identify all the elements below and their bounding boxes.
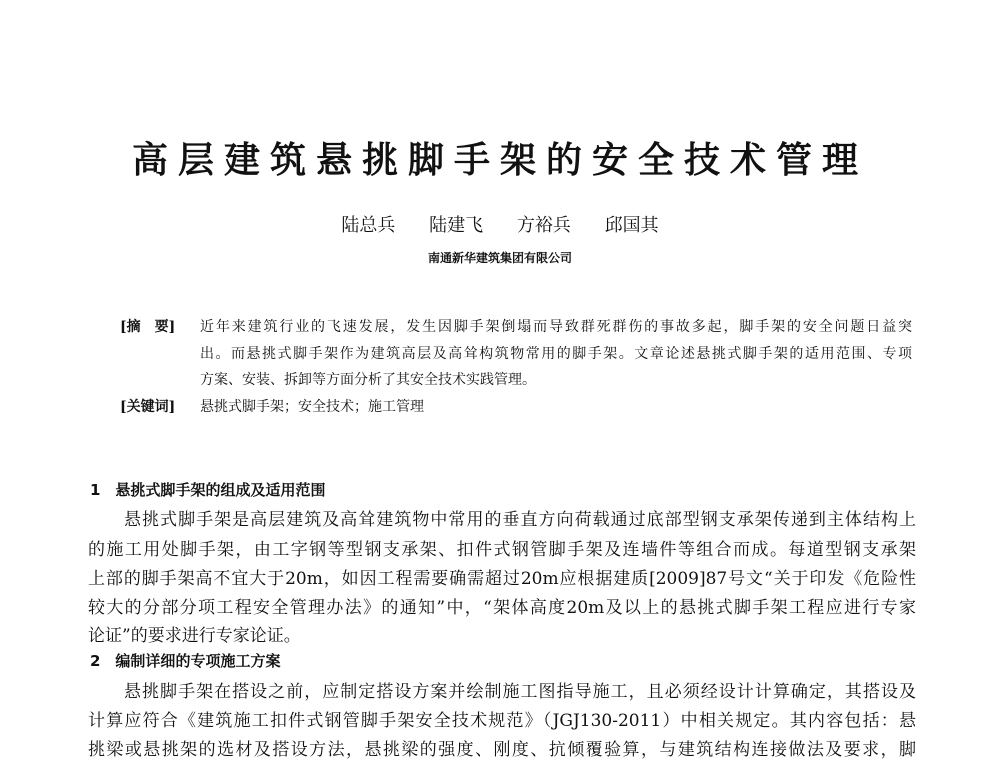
section-heading: 2 编制详细的专项施工方案 [90, 652, 281, 670]
author: 陆建飞 [429, 215, 484, 236]
paragraph-line: 论证”的要求进行专家论证。 [88, 626, 301, 646]
keywords-text: 悬挑式脚手架；安全技术；施工管理 [200, 399, 424, 415]
affiliation: 南通新华建筑集团有限公司 [427, 251, 572, 265]
paragraph-line: 挑梁或悬挑架的选材及搭设方法，悬挑梁的强度、刚度、抗倾覆验算，与建筑结构连接做法及要求，脚 [88, 740, 916, 760]
abstract-line: 近年来建筑行业的飞速发展，发生因脚手架倒塌而导致群死群伤的事故多起，脚手架的安全问题日益突 [200, 319, 912, 335]
paper-title: 高层建筑悬挑脚手架的安全技术管理 [131, 139, 868, 181]
author: 邱国其 [604, 215, 659, 236]
paragraph-line: 计算应符合《建筑施工扣件式钢管脚手架安全技术规范》（JGJ130-2011）中相关规定。其内容包括：悬 [88, 711, 916, 731]
author: 陆总兵 [341, 215, 396, 236]
paragraph-line: 较大的分部分项工程安全管理办法》的通知”中，“架体高度20m及以上的悬挑式脚手架工程应进行专家 [88, 598, 916, 618]
author: 方裕兵 [516, 215, 571, 236]
keywords-label: [关键词] [120, 399, 176, 415]
paragraph-line: 悬挑脚手架在搭设之前，应制定搭设方案并绘制施工图指导施工，且必须经设计计算确定，其搭设及 [124, 682, 916, 702]
paragraph-line: 的施工用处脚手架，由工字钢等型钢支承架、扣件式钢管脚手架及连墙件等组合而成。每道型钢支承架 [88, 540, 916, 560]
paragraph-line: 上部的脚手架高不宜大于20m，如因工程需要确需超过20m应根据建质[2009]87号文“关于印发《危险性 [88, 569, 916, 589]
abstract-line: 方案、安装、拆卸等方面分析了其安全技术实践管理。 [200, 372, 536, 388]
abstract-line: 出。而悬挑式脚手架作为建筑高层及高耸构筑物常用的脚手架。文章论述悬挑式脚手架的适用范围、专项 [200, 346, 912, 362]
abstract-label: [摘 要] [120, 319, 176, 335]
section-heading: 1 悬挑式脚手架的组成及适用范围 [90, 481, 326, 499]
author-list [0, 211, 1000, 237]
paragraph-line: 悬挑式脚手架是高层建筑及高耸建筑物中常用的垂直方向荷载通过底部型钢支承架传递到主体结构上 [124, 510, 916, 530]
